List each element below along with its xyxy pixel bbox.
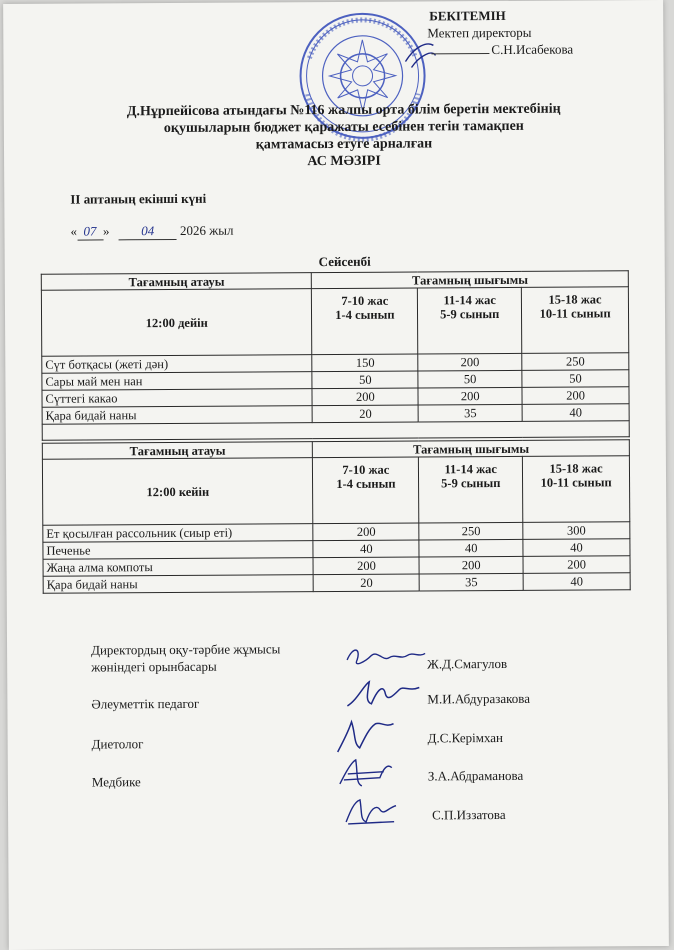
portion-value: 50 — [312, 371, 418, 389]
signatory-name: С.П.Иззатова — [432, 806, 506, 823]
signature-underline — [431, 53, 489, 54]
age-group-1 — [312, 288, 418, 355]
portion-value: 300 — [523, 522, 630, 540]
age-group-3 — [521, 287, 628, 354]
age-group-2 — [419, 456, 523, 523]
handwritten-signature — [329, 714, 399, 758]
signatory-name: Ж.Д.Смагулов — [427, 655, 508, 672]
role-line: жөніндегі орынбасары — [91, 658, 217, 675]
document-title — [44, 100, 644, 172]
portion-value: 40 — [522, 404, 629, 422]
document-page — [3, 0, 669, 950]
title-line-1: Д.Нұрпейісова атындағы №116 жалпы орта білім беретін мектебінің — [126, 101, 561, 120]
title-line-2: оқушыларын бюджет қаражаты есебінен тегін тамақпен — [163, 118, 524, 137]
signatory-role — [91, 640, 280, 675]
portion-value: 20 — [313, 405, 419, 423]
portion-value: 50 — [418, 370, 522, 388]
col-yield-header: Тағамның шығымы — [312, 271, 629, 289]
approval-heading: БЕКІТЕМІН — [429, 7, 506, 24]
portion-value: 150 — [312, 354, 418, 372]
col-dish-name-header: Тағамның атауы — [42, 442, 313, 460]
portion-value: 40 — [313, 540, 419, 558]
age-range: 7-10 жас — [341, 293, 389, 308]
signatory-role: Медбике — [91, 774, 141, 790]
grade-range: 10-11 сынып — [539, 306, 611, 321]
date-close-quote: » — [102, 223, 110, 239]
portion-value: 250 — [419, 522, 523, 540]
day-caption: ІІ аптаның екінші күні — [70, 190, 207, 207]
dish-name: Ет қосылған рассольник (сиыр еті) — [43, 524, 314, 543]
portion-value: 200 — [523, 556, 630, 574]
portion-value: 40 — [523, 539, 630, 557]
portion-value: 35 — [418, 404, 522, 422]
handwritten-signature — [340, 794, 400, 830]
dish-name: Жаңа алма компоты — [43, 558, 314, 577]
date-day: 07 — [77, 223, 103, 240]
meal-time-label: 12:00 дейін — [41, 289, 312, 357]
grade-range: 5-9 сынып — [440, 306, 500, 322]
approval-block — [427, 7, 573, 59]
signatory-name: М.И.Абдуразакова — [427, 690, 531, 707]
signatory-role: Диетолог — [91, 736, 144, 752]
handwritten-signature — [343, 677, 423, 711]
dish-name: Сары май мен нан — [42, 372, 313, 391]
dish-name: Сүт ботқасы (жеті дән) — [42, 355, 313, 374]
portion-value: 200 — [313, 523, 419, 541]
dish-name: Қара бидай наны — [43, 575, 314, 594]
date-line — [70, 223, 233, 241]
handwritten-signature — [334, 754, 394, 794]
portion-value: 200 — [312, 388, 418, 406]
portion-value: 200 — [313, 557, 419, 575]
portion-value: 50 — [522, 370, 629, 388]
portion-value: 40 — [419, 539, 523, 557]
table-spacer-row — [42, 421, 629, 441]
spacer-cell — [42, 421, 629, 441]
age-range: 11-14 жас — [443, 293, 496, 308]
approval-position: Мектеп директоры — [427, 24, 532, 41]
signatory-name: З.А.Абдраманова — [427, 767, 524, 784]
portion-value: 200 — [418, 353, 522, 371]
date-year: 2026 жыл — [179, 222, 234, 238]
table-subheader-row — [41, 287, 628, 357]
portion-value: 200 — [419, 556, 523, 574]
grade-range: 5-9 сынып — [441, 475, 501, 491]
age-group-1 — [313, 457, 419, 524]
grade-range: 1-4 сынып — [335, 307, 395, 323]
handwritten-signature — [343, 641, 427, 672]
age-range: 11-14 жас — [444, 462, 497, 477]
table-subheader-row — [42, 456, 629, 526]
portion-value: 35 — [419, 573, 523, 591]
menu-table-before-noon — [41, 270, 630, 441]
age-group-3 — [523, 456, 630, 523]
col-yield-header: Тағамның шығымы — [313, 440, 630, 458]
date-month: 04 — [119, 223, 177, 240]
menu-table-after-noon — [42, 439, 631, 594]
portion-value: 200 — [522, 387, 629, 405]
title-line-4: АС МӘЗІРІ — [307, 153, 381, 170]
approval-signature-line — [427, 41, 573, 59]
dish-name: Қара бидай наны — [42, 406, 313, 425]
grade-range: 10-11 сынып — [540, 475, 612, 490]
weekday-label: Сейсенбі — [318, 253, 371, 270]
title-line-3: қамтамасыз етуге арналған — [255, 136, 433, 153]
age-range: 15-18 жас — [549, 461, 603, 476]
date-open-quote: « — [70, 223, 78, 239]
portion-value: 200 — [418, 387, 522, 405]
portion-value: 250 — [522, 353, 629, 371]
grade-range: 1-4 сынып — [336, 476, 396, 491]
portion-value: 40 — [523, 573, 630, 591]
meal-time-label: 12:00 кейін — [42, 458, 313, 526]
dish-name: Печенье — [43, 541, 314, 560]
role-line: Директордың оқу-тәрбие жұмысы — [91, 641, 281, 658]
portion-value: 20 — [314, 574, 420, 592]
age-range: 15-18 жас — [548, 292, 602, 307]
table-row — [43, 573, 630, 594]
age-range: 7-10 жас — [342, 462, 390, 477]
col-dish-name-header: Тағамның атауы — [41, 273, 312, 291]
signatory-role: Әлеуметтік педагог — [91, 695, 200, 712]
signatory-name: Д.С.Керімхан — [427, 729, 504, 746]
age-group-2 — [418, 287, 522, 354]
dish-name: Сүттегі какао — [42, 389, 313, 408]
approval-name: С.Н.Исабекова — [491, 41, 574, 58]
